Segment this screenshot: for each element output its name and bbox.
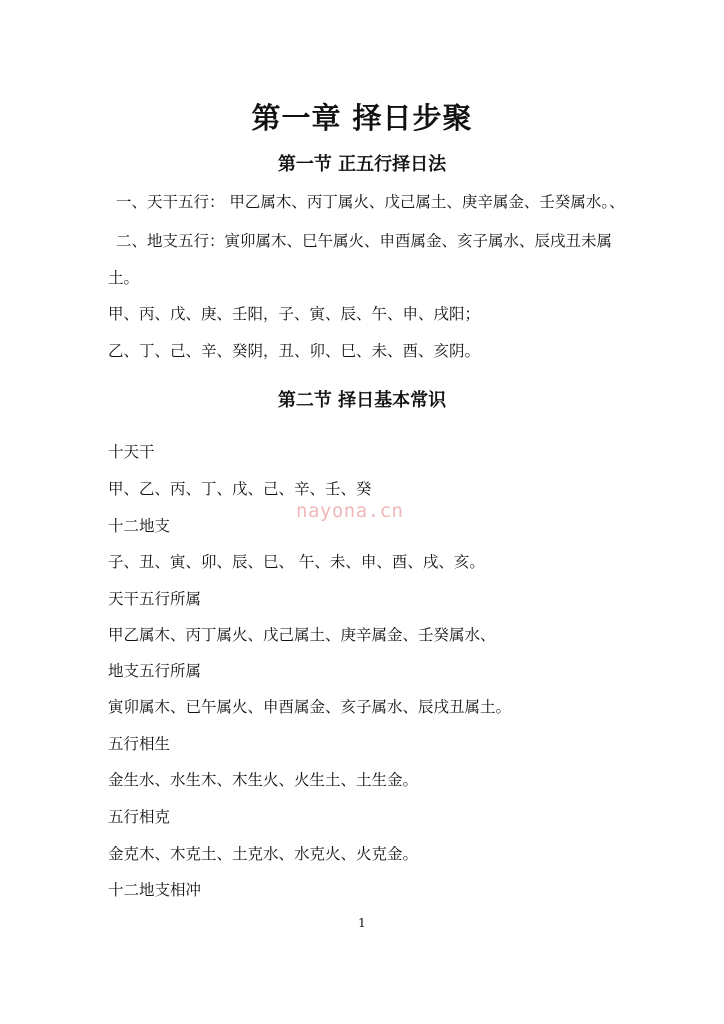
section1-line1: 一、天干五行： 甲乙属木、丙丁属火、戊己属土、庚辛属金、壬癸属水。、 xyxy=(116,193,625,211)
text-overcoming: 金克木、木克土、土克水、水克火、火克金。 xyxy=(108,845,419,863)
heading-ten-stems: 十天干 xyxy=(108,443,155,461)
text-stem-elements: 甲乙属木、丙丁属火、戊己属土、庚辛属金、壬癸属水、 xyxy=(108,626,496,644)
heading-overcoming: 五行相克 xyxy=(108,808,171,826)
section1-line4: 乙、丁、己、辛、癸阴，丑、卯、巳、未、酉、亥阴。 xyxy=(108,342,481,360)
text-ten-stems: 甲、乙、丙、丁、戊、己、辛、壬、癸 xyxy=(108,480,372,498)
heading-branch-elements: 地支五行所属 xyxy=(108,662,202,680)
heading-branch-clash: 十二地支相冲 xyxy=(108,881,202,899)
text-generation: 金生水、水生木、木生火、火生土、土生金。 xyxy=(108,771,419,789)
watermark: nayona.cn xyxy=(296,500,404,522)
section1-line2-cont: 土。 xyxy=(108,269,140,287)
heading-stem-elements: 天干五行所属 xyxy=(108,590,202,608)
chapter-title: 第一章 择日步聚 xyxy=(251,101,473,135)
text-branch-elements: 寅卯属木、已午属火、申酉属金、亥子属水、辰戌丑属土。 xyxy=(108,698,512,716)
text-twelve-branches: 子、丑、寅、卯、辰、巳、 午、未、申、酉、戌、亥。 xyxy=(108,553,485,571)
page-number: 1 xyxy=(358,916,366,930)
heading-twelve-branches: 十二地支 xyxy=(108,517,171,535)
section1-line3: 甲、丙、戊、庚、壬阳，子、寅、辰、午、申、戌阳； xyxy=(108,305,481,323)
section2-title: 第二节 择日基本常识 xyxy=(277,390,447,411)
heading-generation: 五行相生 xyxy=(108,735,171,753)
section1-line2: 二、地支五行：寅卯属木、巳午属火、申酉属金、亥子属水、辰戌丑未属 xyxy=(116,232,613,250)
section1-title: 第一节 正五行择日法 xyxy=(277,154,447,175)
